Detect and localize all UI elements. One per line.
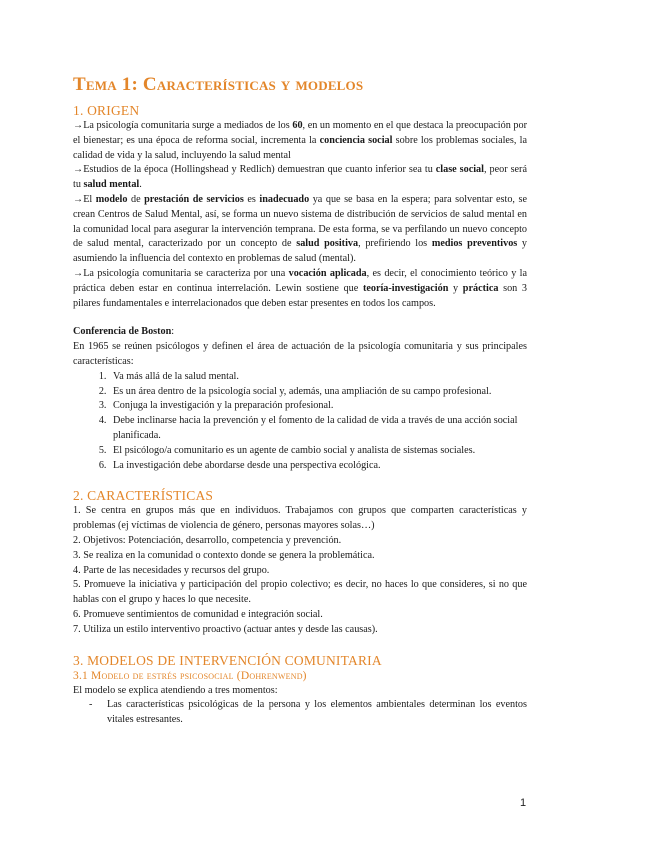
paragraph-origen-2: →Estudios de la época (Hollingshead y Redlich) demuestran que cuanto inferior sea tu clase social, peor será tu salud mental. — [73, 164, 527, 191]
page-number: 1 — [520, 797, 527, 809]
boston-label: Conferencia de Boston: — [73, 326, 175, 338]
paragraph-origen-3: →El modelo de prestación de servicios es inadecuado ya que se basa en la espera; para solventar esto, se crean Centros de Salud Mental, así, se forma un nuevo sistema de distribución de servicios de salud mental en la comunidad local para asegurar la intervención temprana. De esta forma, se va perfilando un nuevo concepto de salud mental, caracterizado por un concepto de salud positiva, prefiriendo los medios preventivos y asumiendo la influencia del contexto en problemas de salud (mental). — [73, 193, 528, 265]
boston-intro: En 1965 se reúnen psicólogos y definen el área de actuación de la psicología comunitaria y sus principales características: — [73, 341, 527, 367]
list-item: 4. Debe inclinarse hacia la prevención y el fomento de la calidad de vida a través de una acción social planificada. — [109, 414, 527, 444]
list-item: 2. Objetivos: Potenciación, desarrollo, competencia y prevención. — [73, 534, 342, 546]
list-item: 3. Se realiza en la comunidad o contexto donde se genera la problemática. — [73, 549, 375, 561]
page-title: Tema 1: Características y modelos — [73, 74, 364, 95]
estres-list — [73, 698, 527, 728]
list-item: 4. Parte de las necesidades y recursos del grupo. — [73, 564, 270, 576]
section-heading-origen: 1. ORIGEN — [73, 103, 140, 118]
list-item: 1. Se centra en grupos más que en individuos. Trabajamos con grupos que comparten características y problemas (ej víctimas de violencia de género, personas mayores solas…) — [73, 505, 527, 532]
list-item: 7. Utiliza un estilo interventivo proactivo (actuar antes y desde las causas). — [73, 623, 378, 635]
list-item: - Las características psicológicas de la persona y los elementos ambientales determinan los eventos vitales estresantes. — [93, 698, 527, 728]
section-heading-caracteristicas: 2. CARACTERÍSTICAS — [73, 488, 214, 504]
list-item: 2. Es un área dentro de la psicología social y, además, una ampliación de su campo profesional. — [109, 385, 527, 400]
list-item: 3. Conjuga la investigación y la preparación profesional. — [109, 399, 527, 414]
list-item: 6. Promueve sentimientos de comunidad e integración social. — [73, 608, 323, 620]
section-heading-modelos: 3. MODELOS DE INTERVENCIÓN COMUNITARIA — [73, 652, 382, 668]
paragraph-origen-1: →La psicología comunitaria surge a mediados de los 60, en un momento en el que destaca la preocupación por el bienestar; es una época de reforma social, incrementa la conciencia social sobre los problemas sociales, la calidad de vida y la salud, incluyendo la salud mental — [73, 120, 527, 161]
boston-list — [73, 370, 527, 474]
list-item: 6. La investigación debe abordarse desde una perspectiva ecológica. — [109, 459, 527, 474]
list-item: 5. Promueve la iniciativa y participación del propio colectivo; es decir, no haces lo que consideres, si no que hablas con el grupo y haces lo que necesite. — [73, 579, 527, 606]
list-item: 1. Va más allá de la salud mental. — [109, 370, 527, 385]
page-content — [73, 74, 527, 728]
list-item: 5. El psicólogo/a comunitario es un agente de cambio social y analista de sistemas sociales. — [109, 444, 527, 459]
paragraph-origen-4: →La psicología comunitaria se caracteriza por una vocación aplicada, es decir, el conocimiento teórico y la práctica deben estar en continua interrelación. Lewin sostiene que teoría-investigación y práctica son 3 pilares fundamentales e interrelacionados que deben estar presentes en todos los campos. — [73, 267, 528, 309]
modelos-intro: El modelo se explica atendiendo a tres momentos: — [73, 684, 278, 696]
subsection-heading-estres: 3.1 Modelo de estrés psicosocial (Dohrenwend) — [73, 669, 307, 682]
